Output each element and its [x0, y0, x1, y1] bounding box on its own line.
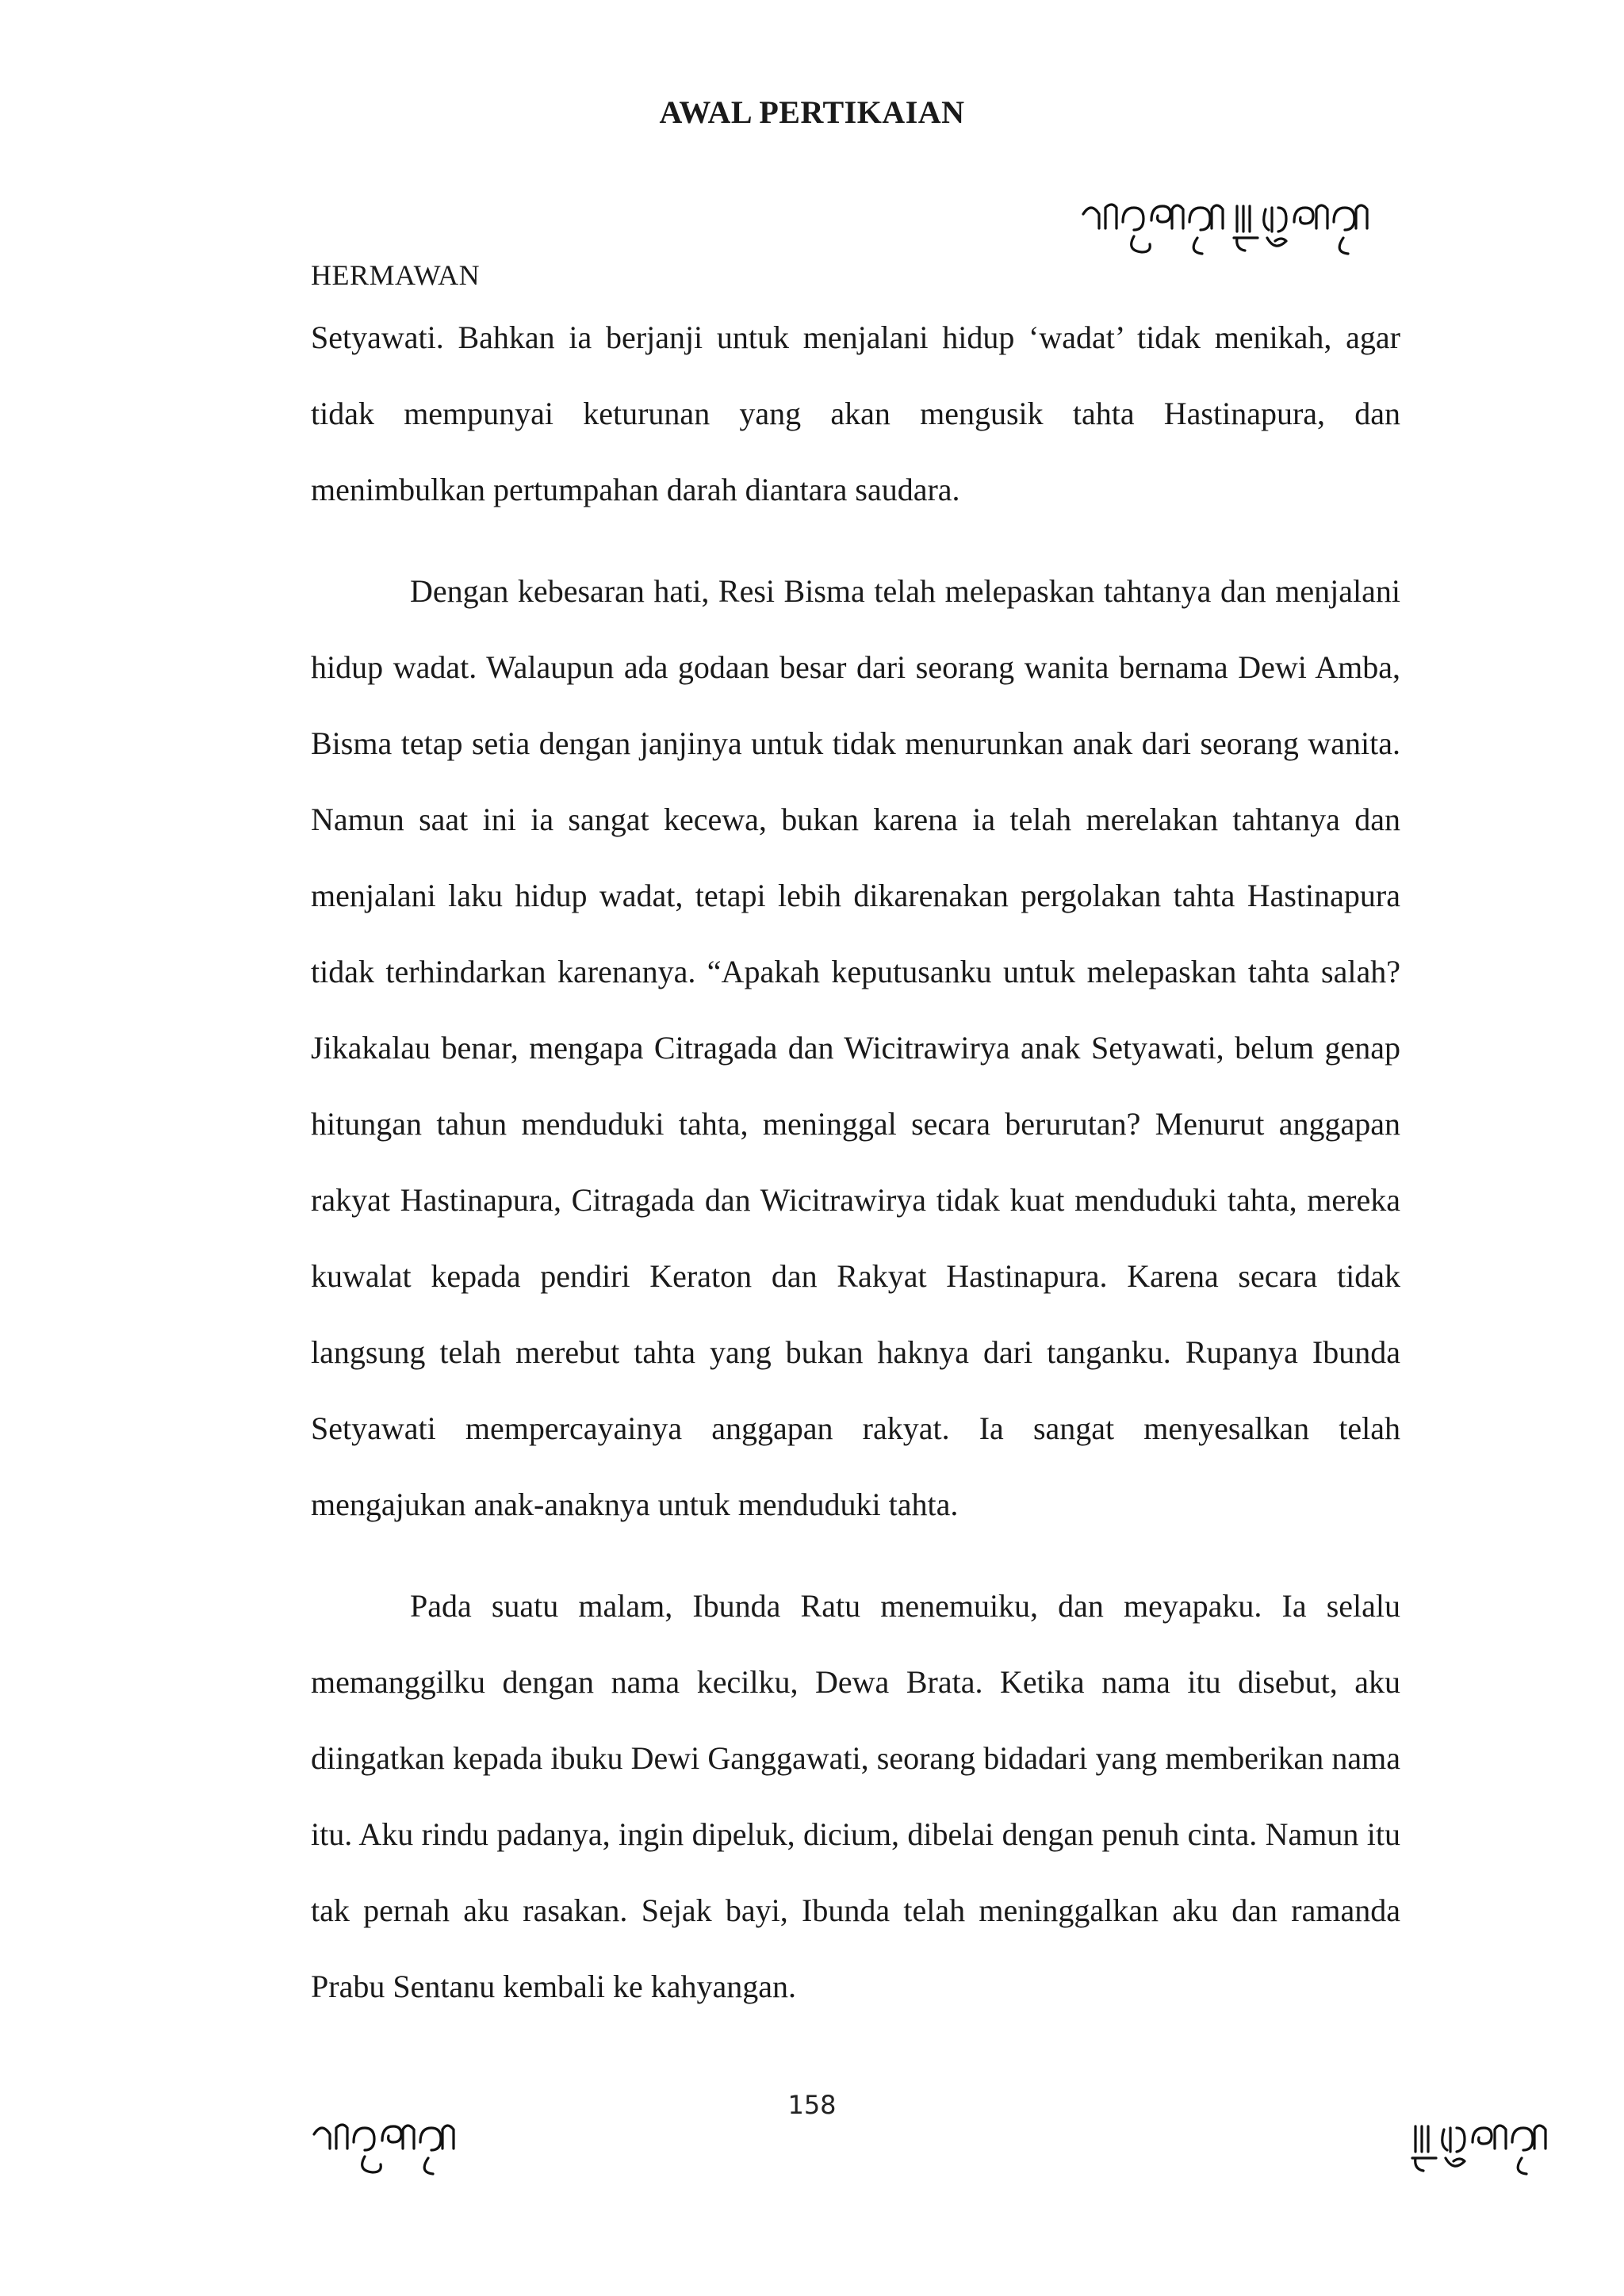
page-number: 158 — [787, 2090, 837, 2120]
chapter-title: AWAL PERTIKAIAN — [659, 94, 965, 130]
body-text — [311, 300, 1400, 2025]
paragraph-1: Setyawati. Bahkan ia berjanji untuk menjalani hidup ‘wadat’ tidak menikah, agar tidak mempunyai keturunan yang akan mengusik tahta Hastinapura, dan menimbulkan pertumpahan darah diantara saudara. — [311, 320, 1400, 507]
javanese-script-ornament-bottom-right — [1408, 2109, 1566, 2180]
paragraph-2: Dengan kebesaran hati, Resi Bisma telah melepaskan tahtanya dan menjalani hidup wadat. Walaupun ada godaan besar dari seorang wanita bernama Dewi Amba, Bisma tetap setia dengan janjinya untuk tidak menurunkan anak dari seorang wanita. Namun saat ini ia sangat kecewa, bukan karena ia telah merelakan tahtanya dan menjalani laku hidup wadat, tetapi lebih dikarenakan pergolakan tahta Hastinapura tidak terhindarkan karenanya. “Apakah keputusanku untuk melepaskan tahta salah? Jikakalau benar, mengapa Citragada dan Wicitrawirya anak Setyawati, belum genap hitungan tahun menduduki tahta, meninggal secara berurutan? Menurut anggapan rakyat Hastinapura, Citragada dan Wicitrawirya tidak kuat menduduki tahta, mereka kuwalat kepada pendiri Keraton dan Rakyat Hastinapura. Karena secara tidak langsung telah merebut tahta yang bukan haknya dari tanganku. Rupanya Ibunda Setyawati mempercayainya anggapan rakyat. Ia sangat menyesalkan telah mengajukan anak-anaknya untuk menduduki tahta. — [311, 573, 1400, 1522]
author-name: HERMAWAN — [311, 259, 481, 291]
paragraph-3: Pada suatu malam, Ibunda Ratu menemuiku, dan meyapaku. Ia selalu memanggilku dengan nama kecilku, Dewa Brata. Ketika nama itu disebut, aku diingatkan kepada ibuku Dewi Ganggawati, seorang bidadari yang memberikan nama itu. Aku rindu padanya, ingin dipeluk, dicium, dibelai dengan penuh cinta. Namun itu tak pernah aku rasakan. Sejak bayi, Ibunda telah meninggalkan aku dan ramanda Prabu Sentanu kembali ke kahyangan. — [311, 1588, 1400, 2004]
javanese-script-ornament-top — [1078, 189, 1411, 260]
javanese-script-ornament-bottom-left — [309, 2109, 492, 2180]
